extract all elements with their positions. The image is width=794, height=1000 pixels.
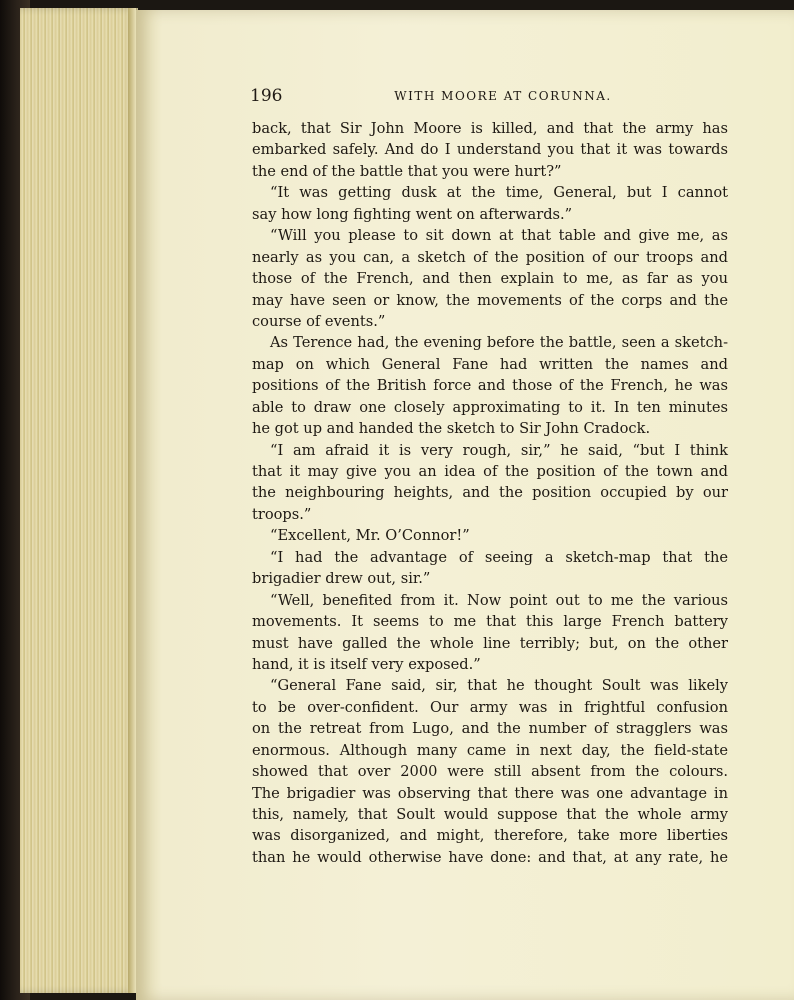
page-number: 196 (250, 86, 283, 106)
text-line: that it may give you an idea of the position of the town and (252, 463, 728, 480)
text-line: As Terence had, the evening before the battle, seen a sketch- (270, 334, 728, 352)
text-line: troops.” (252, 505, 312, 523)
text-line: “Well, benefited from it. Now point out to me the various (270, 591, 728, 609)
text-line: brigadier drew out, sir.” (252, 570, 431, 588)
text-line: The brigadier was observing that there was one advantage in (252, 784, 728, 802)
text-line: “General Fane said, sir, that he thought Soult was likely (270, 677, 728, 695)
body-text (252, 118, 728, 868)
text-line: movements. It seems to me that this large French battery (252, 613, 728, 631)
text-line: “I had the advantage of seeing a sketch-map that the (270, 548, 728, 566)
page-edges (20, 8, 138, 993)
text-line: say how long fighting went on afterwards.” (252, 205, 573, 223)
text-line: those of the French, and then explain to me, as far as you (252, 270, 728, 288)
text-line: map on which General Fane had written the names and (252, 355, 728, 373)
text-line: positions of the British force and those of the French, he was (252, 377, 728, 395)
text-line: showed that over 2000 were still absent from the colours. (252, 763, 728, 781)
text-line: nearly as you can, a sketch of the position of our troops and (252, 248, 728, 266)
text-line: “Excellent, Mr. O’Connor!” (270, 527, 470, 545)
text-line: hand, it is itself very exposed.” (252, 655, 481, 673)
page-gutter (128, 8, 136, 993)
text-line: to be over-confident. Our army was in frightful confusion (252, 698, 728, 716)
text-line: on the retreat from Lugo, and the number of stragglers was (252, 720, 728, 738)
text-line: the end of the battle that you were hurt?” (252, 162, 562, 180)
text-line: enormous. Although many came in next day, the field-state (252, 741, 728, 759)
text-line: the neighbouring heights, and the position occupied by our (252, 484, 728, 502)
text-line: “It was getting dusk at the time, General, but I cannot (270, 184, 728, 202)
running-head: WITH MOORE AT CORUNNA. (394, 89, 612, 103)
page-header (248, 86, 728, 112)
text-line: was disorganized, and might, therefore, take more liberties (252, 827, 728, 845)
text-line: course of events.” (252, 312, 386, 330)
text-line: able to draw one closely approximating to it. In ten minutes (252, 398, 728, 416)
text-line: this, namely, that Soult would suppose that the whole army (252, 806, 728, 823)
text-line: may have seen or know, the movements of the corps and the (252, 291, 728, 309)
text-line: “Will you please to sit down at that table and give me, as (270, 227, 728, 245)
text-line: back, that Sir John Moore is killed, and that the army has (252, 120, 728, 137)
text-line: than he would otherwise have done: and that, at any rate, he (252, 848, 728, 866)
text-line: he got up and handed the sketch to Sir John Cradock. (252, 420, 651, 438)
text-line: “I am afraid it is very rough, sir,” he said, “but I think (270, 441, 728, 459)
text-line: embarked safely. And do I understand you that it was towards (252, 141, 728, 159)
text-line: must have galled the whole line terribly; but, on the other (252, 634, 728, 652)
